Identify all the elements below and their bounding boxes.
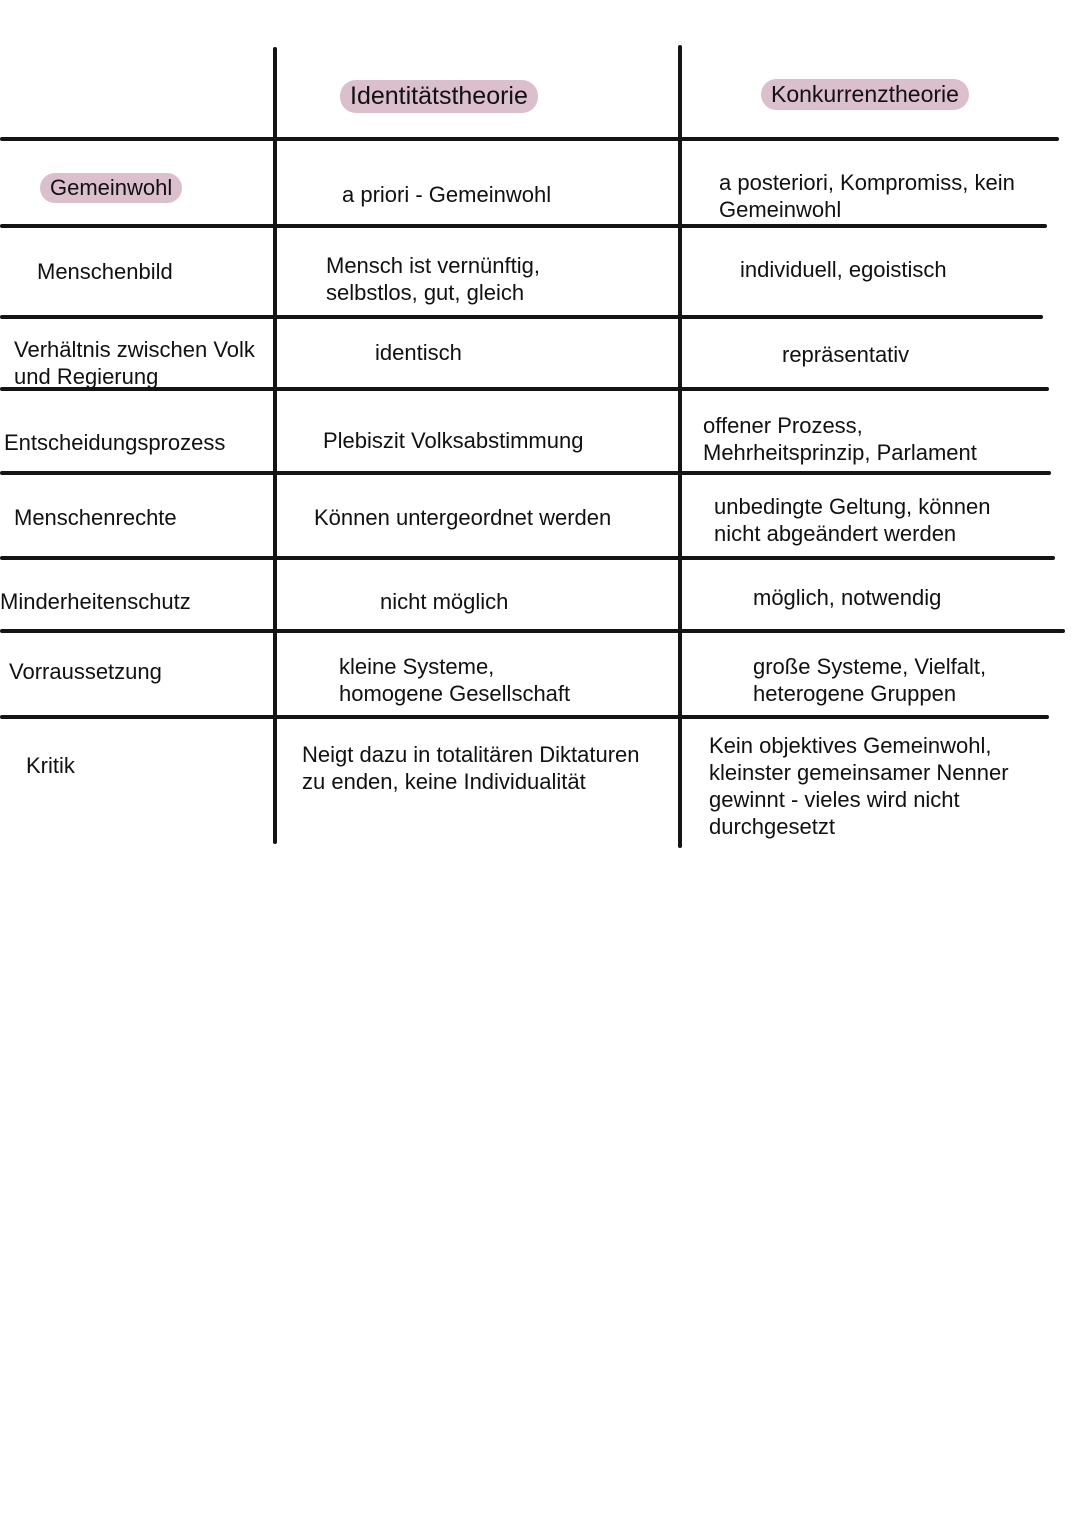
cell-line: Gemeinwohl — [719, 197, 842, 222]
competition-cell — [703, 412, 977, 466]
identity-cell: nicht möglich — [380, 589, 509, 614]
competition-cell: möglich, notwendig — [753, 585, 942, 610]
cell-line: Kein objektives Gemeinwohl, — [709, 733, 992, 758]
cell-line: selbstlos, gut, gleich — [326, 280, 525, 305]
cell-line: heterogene Gruppen — [753, 681, 957, 706]
cell-line: Mensch ist vernünftig, — [326, 253, 540, 278]
identity-cell: identisch — [375, 340, 462, 365]
cell-line: kleine Systeme, — [339, 654, 495, 679]
competition-cell — [719, 169, 1015, 223]
row-label: Menschenbild — [37, 259, 173, 284]
cell-line: a posteriori, Kompromiss, kein — [719, 170, 1015, 195]
row-label: Kritik — [26, 753, 75, 778]
row-divider — [0, 629, 1065, 633]
row-label: Minderheitenschutz — [0, 589, 191, 614]
identity-cell: Plebiszit Volksabstimmung — [323, 428, 584, 453]
column-divider-1 — [273, 47, 277, 844]
column-header-identity — [340, 83, 538, 110]
cell-line: und Regierung — [14, 364, 159, 389]
header-highlight: Identitätstheorie — [340, 80, 538, 113]
row-divider — [0, 224, 1047, 228]
cell-line: kleinster gemeinsamer Nenner — [709, 760, 1009, 785]
competition-cell: individuell, egoistisch — [740, 257, 947, 282]
row-divider — [0, 137, 1059, 141]
cell-line: durchgesetzt — [709, 814, 835, 839]
competition-cell — [753, 653, 986, 707]
cell-line: nicht abgeändert werden — [714, 521, 957, 546]
column-header-competition — [761, 81, 969, 108]
row-label: Menschenrechte — [14, 505, 177, 530]
competition-cell — [714, 493, 990, 547]
row-divider — [0, 715, 1049, 719]
identity-cell: Können untergeordnet werden — [314, 505, 612, 530]
identity-cell — [302, 741, 640, 795]
row-divider — [0, 315, 1043, 319]
row-divider — [0, 556, 1055, 560]
row-label: Vorraussetzung — [9, 659, 162, 684]
row-label — [40, 174, 182, 201]
cell-line: unbedingte Geltung, können — [714, 494, 991, 519]
label-highlight: Gemeinwohl — [40, 173, 182, 203]
cell-line: große Systeme, Vielfalt, — [753, 654, 987, 679]
cell-line: Verhältnis zwischen Volk — [14, 337, 255, 362]
competition-cell: repräsentativ — [782, 342, 910, 367]
row-divider — [0, 471, 1051, 475]
identity-cell: a priori - Gemeinwohl — [342, 182, 552, 207]
row-label: Entscheidungsprozess — [4, 430, 226, 455]
cell-line: zu enden, keine Individualität — [302, 769, 586, 794]
header-highlight: Konkurrenztheorie — [761, 79, 969, 110]
identity-cell — [339, 653, 570, 707]
cell-line: offener Prozess, — [703, 413, 863, 438]
cell-line: gewinnt - vieles wird nicht — [709, 787, 960, 812]
column-divider-2 — [678, 45, 682, 848]
cell-line: Mehrheitsprinzip, Parlament — [703, 440, 977, 465]
identity-cell — [326, 252, 540, 306]
cell-line: Neigt dazu in totalitären Diktaturen — [302, 742, 640, 767]
competition-cell — [709, 732, 1009, 840]
row-label — [14, 336, 255, 390]
cell-line: homogene Gesellschaft — [339, 681, 571, 706]
